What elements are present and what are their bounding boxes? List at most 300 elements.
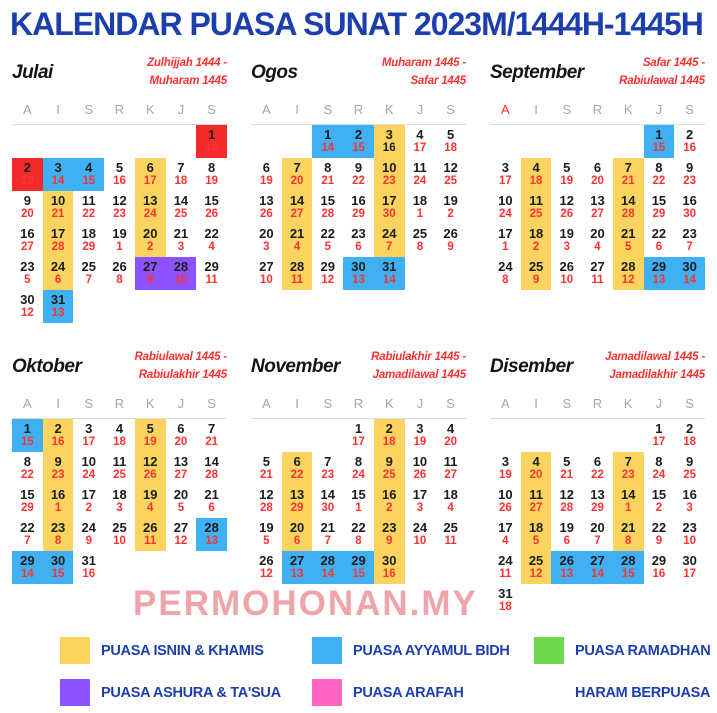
hijri-day: 13 [560,568,574,581]
hijri-day: 16 [382,142,396,155]
day-cell [582,485,613,518]
hijri-day: 1 [502,241,509,254]
hijri-day: 11 [499,568,512,581]
hijri-day: 11 [290,274,304,287]
month-day-grid [12,419,227,584]
gregorian-day: 10 [498,487,513,502]
day-cell [43,419,74,452]
gregorian-day: 21 [620,520,636,535]
hijri-day: 11 [591,274,604,287]
hijri-day: 5 [177,502,185,515]
gregorian-day: 10 [381,160,397,175]
gregorian-day: 24 [498,259,513,274]
hijri-day: 25 [382,469,396,482]
gregorian-day: 26 [559,553,575,568]
hijri-day: 7 [24,535,31,548]
day-cell [282,257,313,290]
gregorian-day: 18 [81,226,97,241]
day-cell [73,224,104,257]
gregorian-day: 16 [351,193,366,208]
hijri-day: 1 [416,208,424,221]
hijri-day: 21 [321,175,335,188]
gregorian-day: 5 [262,454,270,469]
hijri-day: 16 [113,175,126,188]
gregorian-day: 14 [620,193,636,208]
day-cell [644,257,675,290]
day-cell [644,191,675,224]
gregorian-day: 19 [559,520,575,535]
day-cell [166,224,197,257]
hijri-day: 4 [293,241,301,254]
gregorian-day: 14 [289,193,305,208]
gregorian-day: 5 [563,160,571,175]
gregorian-day: 22 [651,520,667,535]
month-header [490,55,705,97]
gregorian-day: 28 [204,520,219,535]
day-cell [613,158,644,191]
day-cell [582,224,613,257]
weekday-label: K [623,396,633,411]
day-cell [674,419,705,452]
weekday-label: K [145,102,155,117]
day-cell [582,452,613,485]
hijri-day: 20 [290,175,304,188]
gregorian-day: 26 [112,259,127,274]
day-cell [343,485,374,518]
day-cell [343,452,374,485]
gregorian-day: 1 [23,421,31,436]
day-cell [43,518,74,551]
weekday-label: R [353,396,364,411]
gregorian-day: 16 [20,226,35,241]
hijri-day: 9 [532,274,540,287]
empty-cell [43,125,74,158]
gregorian-day: 27 [590,553,605,568]
hijri-day: 12 [259,568,273,581]
month-hijri-range: Safar 1445 - Rabiulawal 1445 [619,57,705,87]
hijri-day: 16 [652,568,666,581]
gregorian-day: 29 [20,553,35,568]
gregorian-day: 15 [320,193,336,208]
gregorian-day: 8 [655,160,663,175]
hijri-day: 3 [416,502,424,515]
weekday-label: R [114,102,125,117]
day-cell [312,191,343,224]
hijri-day: 6 [208,502,215,515]
day-cell [490,551,521,584]
day-cell [12,158,43,191]
day-cell [551,551,582,584]
day-cell [343,551,374,584]
gregorian-day: 1 [324,127,332,142]
gregorian-day: 28 [620,553,636,568]
weekday-label: S [84,396,94,411]
legend-item-red [534,679,717,706]
day-cell [674,452,705,485]
gregorian-day: 20 [590,520,605,535]
day-cell [582,158,613,191]
gregorian-day: 2 [686,127,694,142]
hijri-day: 27 [174,469,188,482]
hijri-day: 23 [382,175,396,188]
hijri-day: 23 [683,175,697,188]
hijri-day: 10 [683,535,697,548]
gregorian-day: 17 [412,487,428,502]
gregorian-day: 19 [259,520,274,535]
hijri-day: 10 [413,535,427,548]
gregorian-day: 21 [289,226,305,241]
gregorian-day: 15 [20,487,35,502]
day-cell [490,518,521,551]
gregorian-day: 1 [354,421,363,436]
day-cell [196,257,227,290]
legend-item-blue [312,637,534,664]
day-cell [135,485,166,518]
weekday-label: I [295,396,299,411]
day-cell [551,224,582,257]
hijri-day: 21 [51,208,65,221]
day-cell [343,257,374,290]
gregorian-day: 2 [686,421,694,436]
day-cell [551,158,582,191]
empty-cell [166,125,197,158]
day-cell [251,485,282,518]
day-cell [343,224,374,257]
weekday-label: J [177,102,185,117]
gregorian-day: 20 [289,520,305,535]
day-cell [582,191,613,224]
hijri-day: 10 [560,274,574,287]
hijri-day: 14 [321,142,335,155]
hijri-day: 3 [177,241,185,254]
gregorian-day: 6 [146,160,154,175]
hijri-day: 19 [560,175,574,188]
day-cell [43,290,74,323]
empty-cell [251,125,282,158]
hijri-day: 9 [85,535,92,548]
gregorian-day: 8 [324,160,332,175]
gregorian-day: 9 [354,160,363,175]
gregorian-day: 7 [208,421,216,436]
watermark: PERMOHONAN.MY [133,584,478,623]
gregorian-day: 8 [655,454,663,469]
day-cell [613,224,644,257]
day-cell [551,452,582,485]
empty-cell [251,419,282,452]
day-cell [405,485,436,518]
hijri-day: 17 [413,142,427,155]
gregorian-day: 11 [529,487,543,502]
day-cell [490,257,521,290]
hijri-day: 27 [290,208,304,221]
day-cell [312,125,343,158]
gregorian-day: 6 [177,421,185,436]
weekday-label: S [323,102,333,117]
day-cell [490,452,521,485]
day-cell [644,551,675,584]
months-grid [0,43,717,617]
month-name: Ogos [251,62,298,83]
hijri-day: 21 [205,436,219,449]
gregorian-day: 28 [620,259,636,274]
day-cell [435,191,466,224]
day-cell [374,224,405,257]
hijri-day: 26 [498,502,512,515]
legend [0,637,717,706]
gregorian-day: 22 [351,520,366,535]
day-cell [312,551,343,584]
gregorian-day: 16 [381,487,397,502]
day-cell [405,224,436,257]
day-cell [521,224,552,257]
gregorian-day: 2 [354,127,363,142]
hijri-day: 8 [355,535,362,548]
day-cell [674,485,705,518]
hijri-day: 7 [594,535,601,548]
hijri-day: 26 [205,208,219,221]
gregorian-day: 11 [443,454,458,469]
hijri-day: 8 [54,535,62,548]
hijri-day: 4 [594,241,601,254]
month-day-grid [12,125,227,323]
hijri-day: 24 [352,469,365,482]
gregorian-day: 14 [320,487,336,502]
hijri-day: 10 [259,274,273,287]
day-cell [12,452,43,485]
day-cell [644,485,675,518]
gregorian-day: 17 [81,487,97,502]
month-name: Julai [12,62,53,83]
day-cell [12,551,43,584]
gregorian-day: 7 [624,160,632,175]
hijri-day: 18 [382,436,396,449]
day-cell [613,257,644,290]
gregorian-day: 15 [651,193,667,208]
gregorian-day: 20 [142,226,158,241]
month-header [251,55,466,97]
gregorian-day: 13 [590,193,605,208]
day-cell [490,584,521,617]
hijri-day: 26 [143,469,157,482]
weekday-label: S [207,102,216,117]
month-julai [12,55,227,323]
month-hijri-range: Zulhijjah 1444 - Muharam 1445 [147,57,227,87]
gregorian-day: 4 [532,454,540,469]
gregorian-day: 25 [412,226,428,241]
day-cell [551,485,582,518]
gregorian-day: 9 [54,454,62,469]
weekday-label: I [56,396,60,411]
day-cell [405,191,436,224]
legend-label: PUASA AYYAMUL BIDH [353,642,510,659]
weekday-label: I [295,102,299,117]
day-cell [135,452,166,485]
month-oktober [12,349,227,617]
gregorian-day: 30 [682,553,697,568]
gregorian-day: 21 [204,487,219,502]
hijri-day: 10 [174,274,188,287]
gregorian-day: 15 [651,487,667,502]
day-cell [73,257,104,290]
legend-label: PUASA ARAFAH [353,684,464,701]
gregorian-day: 28 [173,259,189,274]
hijri-day: 24 [143,208,157,221]
gregorian-day: 9 [686,160,694,175]
empty-cell [551,125,582,158]
hijri-day: 18 [498,601,512,614]
gregorian-day: 3 [85,421,93,436]
day-cell [12,224,43,257]
day-cell [73,551,104,584]
gregorian-day: 10 [412,454,428,469]
weekday-label: R [114,396,125,411]
hijri-day: 27 [591,208,604,221]
hijri-day: 23 [113,208,126,221]
gregorian-day: 27 [590,259,605,274]
hijri-day: 1 [625,502,632,515]
hijri-day: 14 [321,568,335,581]
legend-item-green [534,637,717,664]
gregorian-day: 18 [412,193,428,208]
day-cell [251,191,282,224]
day-cell [12,257,43,290]
hijri-day: 7 [386,241,393,254]
hijri-day: 17 [352,436,365,449]
day-cell [405,452,436,485]
gregorian-day: 18 [112,487,127,502]
empty-cell [490,419,521,452]
hijri-day: 5 [625,241,632,254]
day-cell [312,518,343,551]
month-name: September [490,62,584,83]
empty-cell [282,125,313,158]
day-cell [374,452,405,485]
hijri-day: 15 [352,142,365,155]
hijri-day: 13 [290,568,304,581]
hijri-day: 5 [24,274,31,287]
day-cell [521,518,552,551]
hijri-day: 22 [652,175,666,188]
hijri-day: 16 [82,568,96,581]
gregorian-day: 17 [498,520,513,535]
day-cell [674,191,705,224]
month-name: Disember [490,356,573,377]
weekday-label: S [84,102,94,117]
gregorian-day: 10 [50,193,66,208]
day-cell [374,158,405,191]
hijri-day: 23 [621,469,635,482]
hijri-day: 28 [259,502,273,515]
day-cell [521,158,552,191]
gregorian-day: 9 [686,454,694,469]
hijri-day: 19 [205,175,219,188]
month-november [251,349,466,617]
hijri-day: 12 [205,142,219,155]
weekday-label: I [534,396,538,411]
gregorian-day: 29 [651,259,667,274]
day-cell [551,191,582,224]
gregorian-day: 28 [289,259,305,274]
weekday-label: A [501,102,510,117]
gregorian-day: 4 [85,160,93,175]
hijri-day: 24 [498,208,512,221]
weekday-label: J [655,102,663,117]
day-cell [644,452,675,485]
day-cell [644,419,675,452]
gregorian-day: 21 [620,226,636,241]
day-cell [73,485,104,518]
gregorian-day: 4 [115,421,124,436]
month-hijri-range: Muharam 1445 - Safar 1445 [381,57,466,87]
hijri-day: 13 [352,274,365,287]
gregorian-day: 30 [50,553,66,568]
weekday-label: J [416,396,424,411]
day-cell [644,518,675,551]
gregorian-day: 31 [381,259,397,274]
hijri-day: 29 [652,208,666,221]
gregorian-day: 31 [50,292,66,307]
day-cell [104,452,135,485]
hijri-day: 30 [321,502,335,515]
hijri-day: 12 [621,274,635,287]
hijri-day: 12 [20,307,34,320]
day-cell [73,518,104,551]
hijri-day: 27 [444,469,458,482]
month-header [490,349,705,391]
hijri-day: 16 [382,568,396,581]
hijri-day: 26 [560,208,574,221]
hijri-day: 14 [20,568,34,581]
day-cell [43,485,74,518]
gregorian-day: 16 [682,487,697,502]
day-cell [104,224,135,257]
gregorian-day: 4 [447,421,455,436]
gregorian-day: 15 [351,487,366,502]
weekday-label: S [562,102,572,117]
month-hijri-range: Rabiulakhir 1445 - Jamadilawal 1445 [371,351,466,381]
day-cell [166,485,197,518]
day-cell [644,158,675,191]
hijri-day: 20 [20,208,34,221]
day-cell [135,191,166,224]
gregorian-day: 24 [498,553,513,568]
gregorian-day: 12 [559,193,575,208]
gregorian-day: 3 [54,160,62,175]
hijri-day: 11 [205,274,218,287]
gregorian-day: 26 [559,259,575,274]
hijri-day: 17 [683,568,697,581]
weekday-label: S [685,396,694,411]
month-name: November [251,356,340,377]
gregorian-day: 30 [351,259,366,274]
gregorian-day: 12 [443,160,458,175]
day-cell [374,485,405,518]
weekday-label: K [145,396,155,411]
gregorian-day: 28 [320,553,336,568]
hijri-day: 18 [683,436,697,449]
day-cell [104,158,135,191]
gregorian-day: 24 [50,259,66,274]
empty-cell [73,125,104,158]
empty-cell [12,125,43,158]
hijri-day: 25 [529,208,543,221]
day-cell [43,191,74,224]
gregorian-day: 23 [351,226,366,241]
hijri-day: 6 [54,274,62,287]
day-cell [312,452,343,485]
gregorian-day: 5 [447,127,455,142]
day-cell [521,257,552,290]
